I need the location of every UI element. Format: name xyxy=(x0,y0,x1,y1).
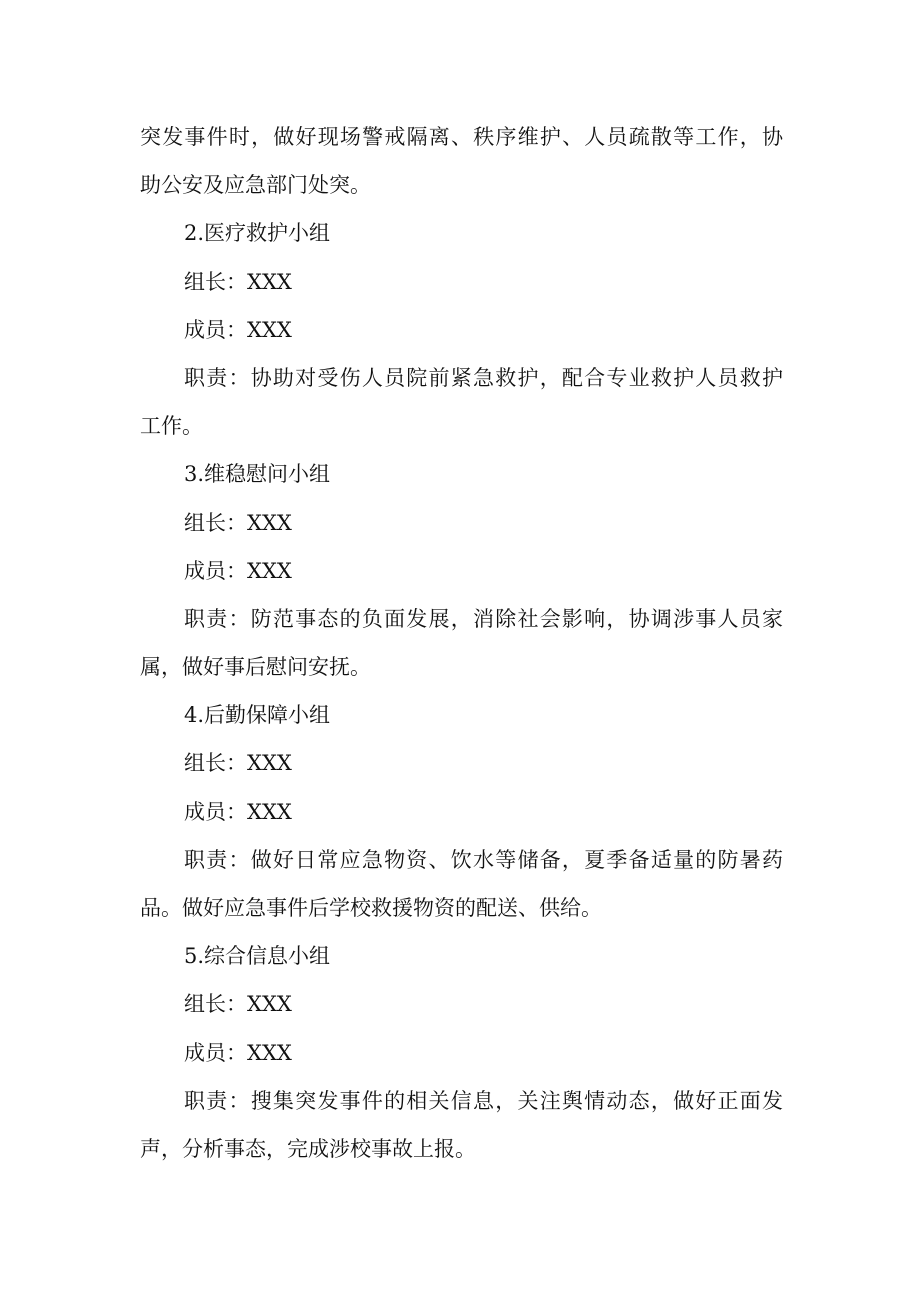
duty-text-line: 声，分析事态，完成涉校事故上报。 xyxy=(140,1136,476,1161)
group-heading: 5.综合信息小组 xyxy=(184,944,331,969)
duty-text-line: 职责：防范事态的负面发展，消除社会影响，协调涉事人员家 xyxy=(184,606,783,631)
duty-text-line: 工作。 xyxy=(140,414,203,439)
group-heading: 2.医疗救护小组 xyxy=(184,221,331,246)
group-members-line: 成员：XXX xyxy=(184,1040,292,1065)
group-leader-line: 组长：XXX xyxy=(184,269,292,294)
group-leader-line: 组长：XXX xyxy=(184,992,292,1017)
group-members-line: 成员：XXX xyxy=(184,317,292,342)
body-text-line: 突发事件时，做好现场警戒隔离、秩序维护、人员疏散等工作，协 xyxy=(140,125,783,149)
body-text-line: 助公安及应急部门处突。 xyxy=(140,173,371,198)
duty-text-line: 职责：协助对受伤人员院前紧急救护，配合专业救护人员救护 xyxy=(184,365,783,390)
document-page xyxy=(140,113,783,1173)
group-members-line: 成员：XXX xyxy=(184,799,292,824)
group-members-line: 成员：XXX xyxy=(184,558,292,583)
group-leader-line: 组长：XXX xyxy=(184,510,292,535)
group-heading: 3.维稳慰问小组 xyxy=(184,462,331,487)
group-heading: 4.后勤保障小组 xyxy=(184,703,331,728)
duty-text-line: 职责：做好日常应急物资、饮水等储备，夏季备适量的防暑药 xyxy=(184,847,783,872)
duty-text-line: 属，做好事后慰问安抚。 xyxy=(140,655,371,680)
duty-text-line: 职责：搜集突发事件的相关信息，关注舆情动态，做好正面发 xyxy=(184,1088,783,1113)
group-leader-line: 组长：XXX xyxy=(184,751,292,776)
duty-text-line: 品。做好应急事件后学校救援物资的配送、供给。 xyxy=(140,896,602,920)
